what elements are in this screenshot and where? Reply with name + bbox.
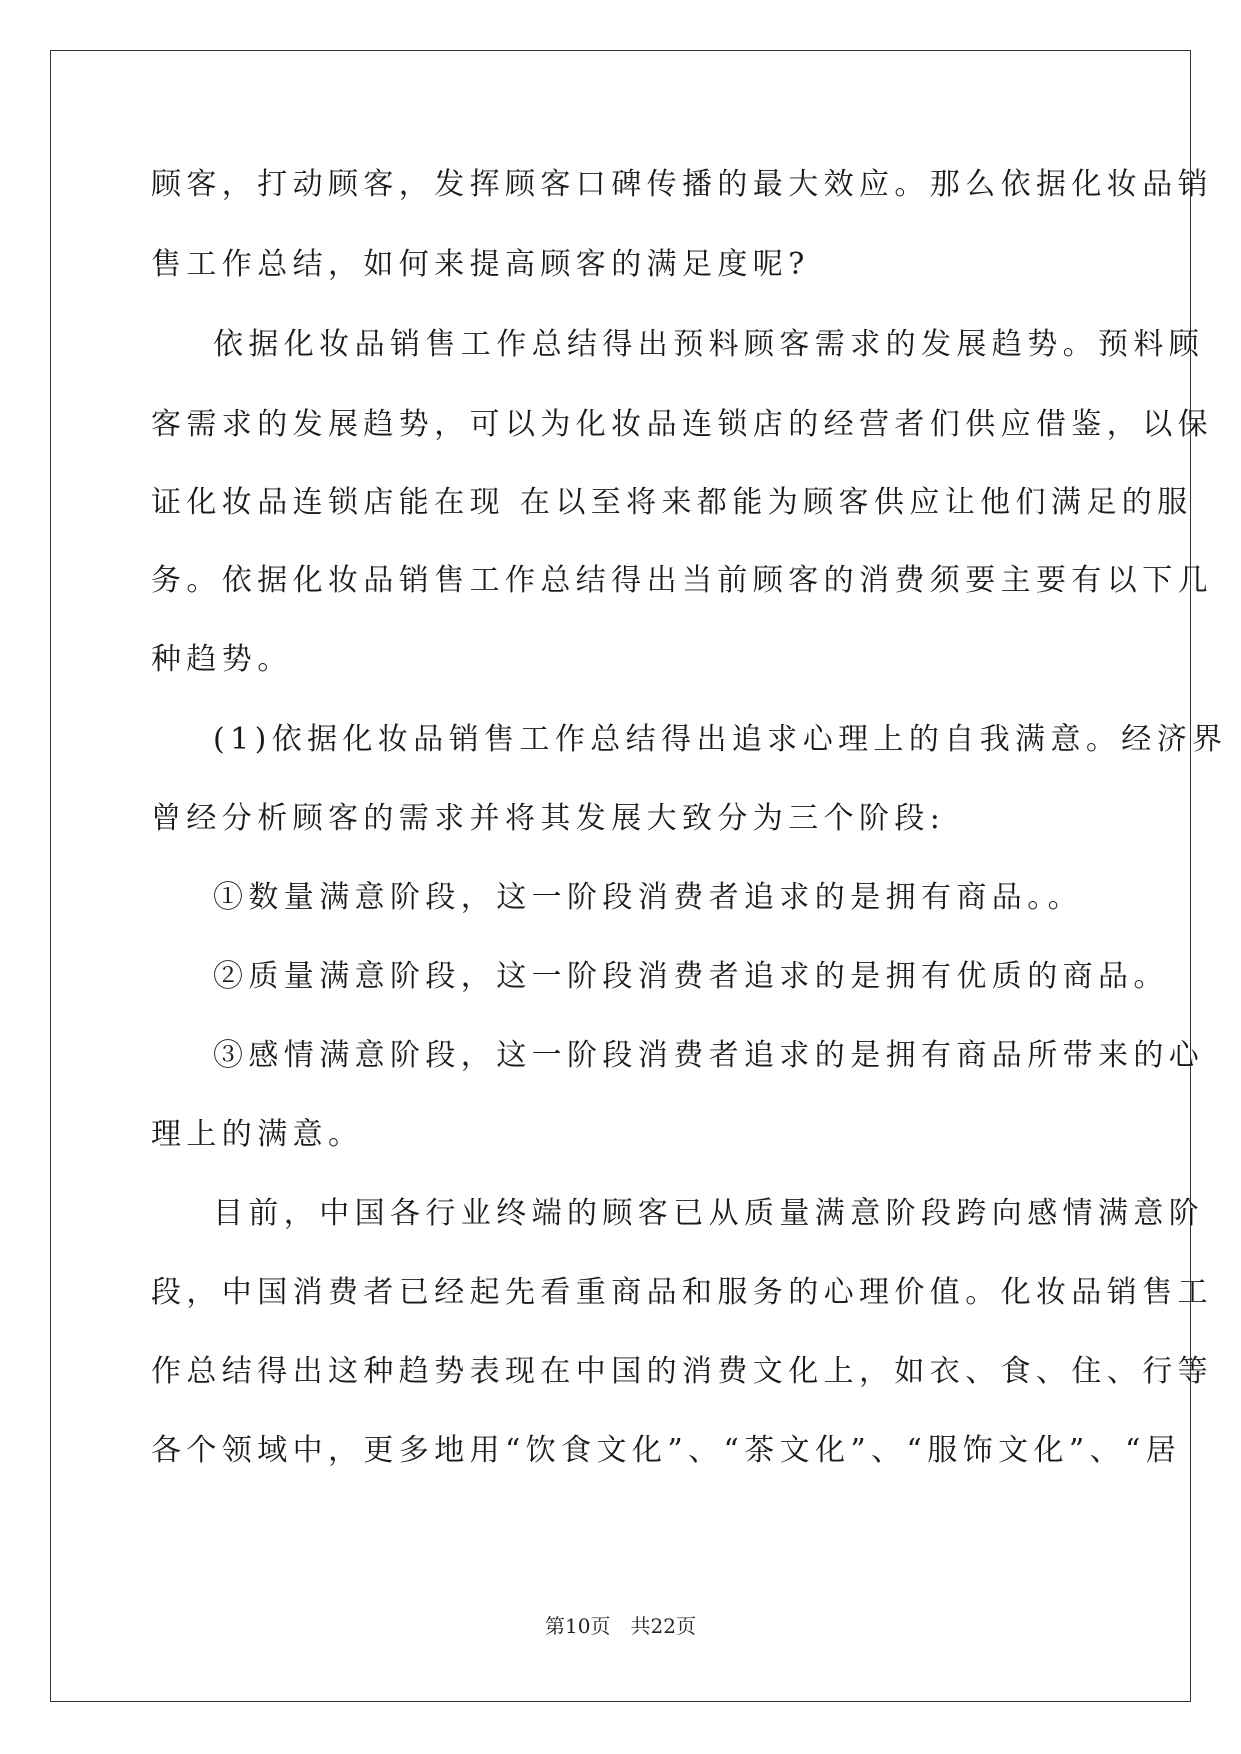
text-line: ②质量满意阶段，这一阶段消费者追求的是拥有优质的商品。 [213, 959, 1169, 994]
text-line: 理上的满意。 [151, 1117, 364, 1152]
text-line: 各个领域中，更多地用“饮食文化”、“茶文化”、“服饰文化”、“居 [151, 1433, 1182, 1468]
text-line: 种趋势。 [151, 642, 293, 677]
text-line: 目前，中国各行业终端的顾客已从质量满意阶段跨向感情满意阶 [213, 1196, 1205, 1231]
current-page-number: 第10页 [545, 1614, 611, 1638]
text-line: 证化妆品连锁店能在现 在以至将来都能为顾客供应让他们满足的服 [151, 485, 1193, 520]
text-line: 顾客，打动顾客，发挥顾客口碑传播的最大效应。那么依据化妆品销 [151, 167, 1213, 202]
total-page-count: 共22页 [630, 1614, 696, 1638]
text-line: 客需求的发展趋势，可以为化妆品连锁店的经营者们供应借鉴，以保 [151, 407, 1213, 442]
text-line: 售工作总结，如何来提高顾客的满足度呢? [151, 247, 810, 282]
text-line: 依据化妆品销售工作总结得出预料顾客需求的发展趋势。预料顾 [213, 327, 1205, 362]
page-footer [0, 1610, 1241, 1639]
text-line: 作总结得出这种趋势表现在中国的消费文化上，如衣、食、住、行等 [151, 1354, 1213, 1389]
text-line: 段，中国消费者已经起先看重商品和服务的心理价值。化妆品销售工 [151, 1275, 1213, 1310]
text-line: 曾经分析顾客的需求并将其发展大致分为三个阶段: [151, 801, 946, 836]
text-line: (1)依据化妆品销售工作总结得出追求心理上的自我满意。经济界 [213, 722, 1228, 757]
text-line: ①数量满意阶段，这一阶段消费者追求的是拥有商品。。 [213, 880, 1083, 915]
text-line: 务。依据化妆品销售工作总结得出当前顾客的消费须要主要有以下几 [151, 563, 1213, 598]
text-line: ③感情满意阶段，这一阶段消费者追求的是拥有商品所带来的心 [213, 1038, 1205, 1073]
